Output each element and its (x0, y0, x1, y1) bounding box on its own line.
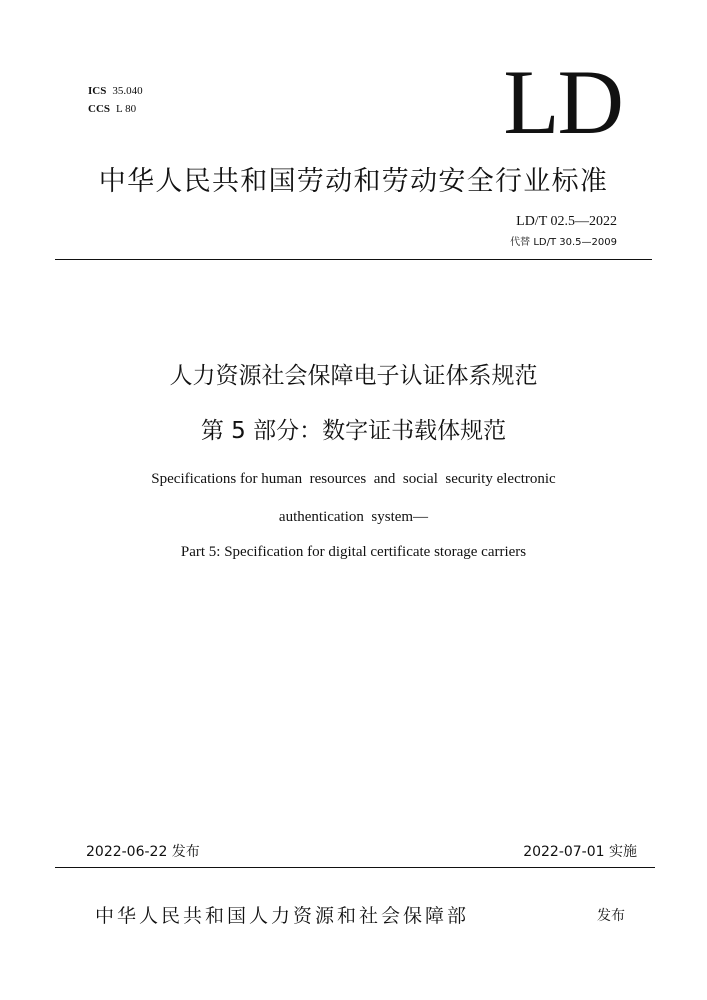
cn-title-line1: 人力资源社会保障电子认证体系规范 (169, 363, 538, 389)
en-title-line3: Part 5: Specification for digital certificate storage carriers (180, 544, 527, 560)
en-title-line2: authentication system— (278, 509, 429, 525)
header-divider (55, 259, 652, 260)
ics-value: 35.040 (112, 85, 143, 97)
footer-divider (55, 867, 655, 868)
ics-label: ICS (88, 85, 107, 97)
publish-date: 2022-06-22 发布 (86, 844, 200, 860)
standard-category-title: 中华人民共和国劳动和劳动安全行业标准 (98, 166, 609, 197)
ics-line (88, 84, 143, 98)
issuer-name: 中华人民共和国人力资源和社会保障部 (95, 905, 470, 927)
ccs-value: L 80 (116, 103, 137, 115)
ccs-line (88, 102, 136, 116)
en-title-line1: Specifications for human resources and social security electronic (151, 471, 556, 487)
ccs-label: CCS (88, 103, 111, 115)
effective-date: 2022-07-01 实施 (523, 844, 637, 860)
ld-logo: LD (503, 51, 622, 153)
issuer-suffix: 发布 (597, 908, 625, 924)
cn-title-line2: 第 5 部分：数字证书载体规范 (200, 418, 507, 444)
standard-code: LD/T 02.5—2022 (516, 214, 617, 229)
replaces-note: 代替 LD/T 30.5—2009 (510, 237, 617, 248)
